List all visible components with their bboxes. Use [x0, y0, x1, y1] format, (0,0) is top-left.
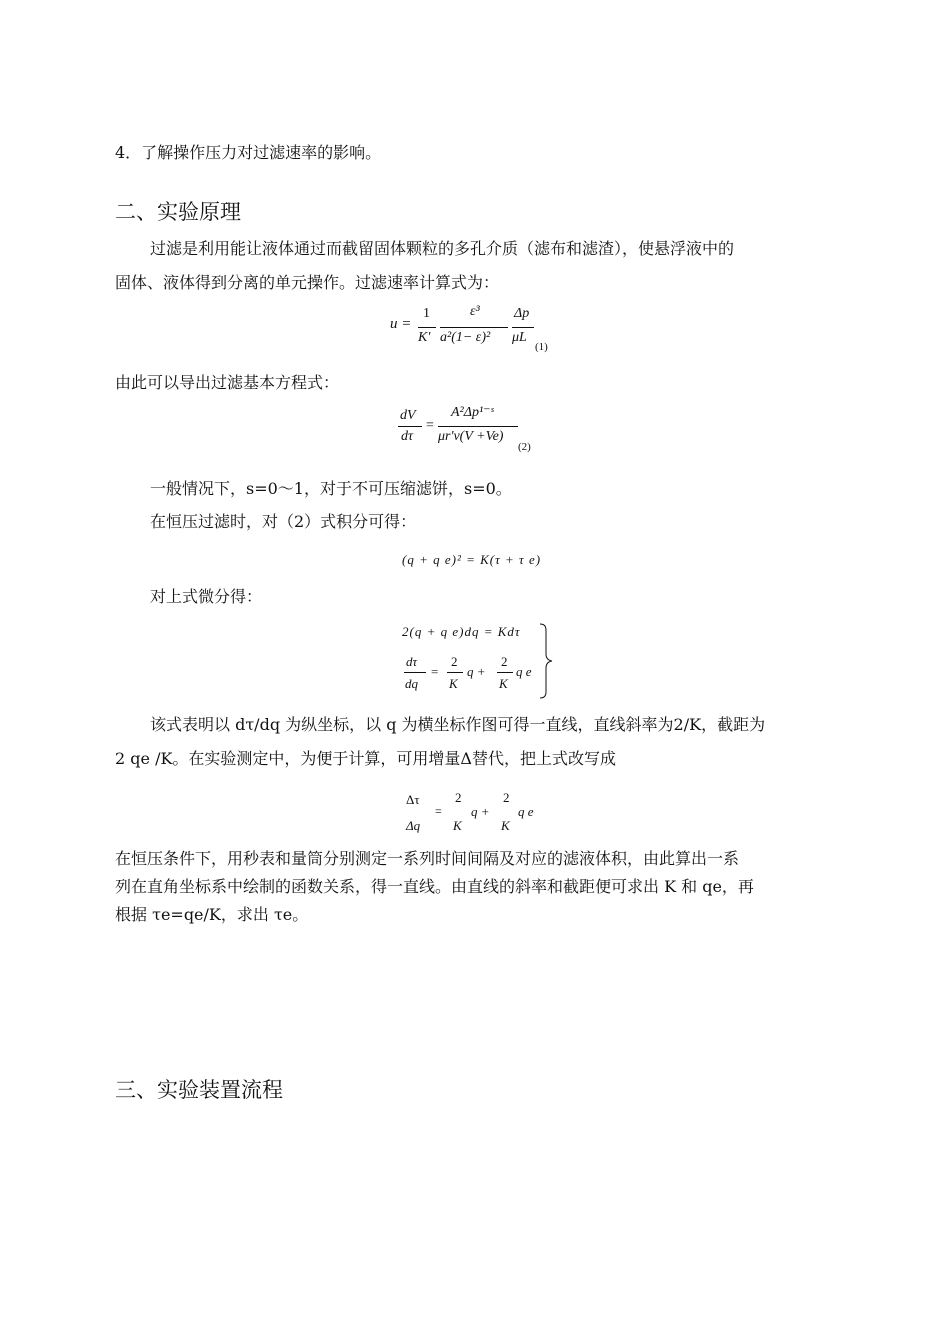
eq4-t2-line — [497, 672, 513, 673]
eq1-frac3-den: μL — [512, 330, 527, 345]
eq4-t1-den: K — [449, 676, 458, 691]
eq1-label: (1) — [535, 341, 548, 353]
eq1-frac1-den: K' — [418, 330, 431, 345]
paragraph-s-range: 一般情况下，s=0～1，对于不可压缩滤饼，s=0。 — [150, 479, 512, 498]
eq4-t1-line — [447, 672, 463, 673]
equation-3: (q + q e)² = K(τ + τ e) — [402, 552, 542, 567]
eq4-t1-num: 2 — [451, 654, 458, 669]
eq2-equals: = — [426, 418, 434, 433]
eq5-equals: = — [435, 804, 442, 818]
eq1-frac1-num: 1 — [423, 306, 430, 321]
eq1-frac1-line — [418, 327, 436, 328]
paragraph-slope-line1: 该式表明以 dτ/dq 为纵坐标，以 q 为横坐标作图可得一直线，直线斜率为2/K，截距为 — [150, 715, 766, 734]
eq5-lhs-den: Δq — [406, 818, 421, 833]
list-item-4: 4．了解操作压力对过滤速率的影响。 — [115, 143, 382, 162]
eq2-rhs-line — [438, 426, 518, 427]
section-heading-apparatus: 三、实验装置流程 — [115, 1078, 283, 1102]
eq4-t2-den: K — [499, 676, 508, 691]
eq4-equals: = — [431, 664, 439, 679]
right-brace-icon — [538, 622, 554, 700]
eq1-frac3-line — [512, 327, 534, 328]
paragraph-procedure-line2: 列在直角坐标系中绘制的函数关系，得一直线。由直线的斜率和截距便可求出 K 和 qe，再 — [115, 877, 754, 896]
eq5-t1-num: 2 — [455, 790, 462, 805]
eq4-line1: 2(q + q e)dq = Kdτ — [402, 624, 521, 639]
eq1-frac2-num: ε³ — [470, 304, 480, 319]
eq1-frac3-num: Δp — [514, 306, 530, 321]
eq4-t2-num: 2 — [501, 654, 508, 669]
eq5-t2-num: 2 — [503, 790, 510, 805]
paragraph-procedure-line1: 在恒压条件下，用秒表和量筒分别测定一系列时间间隔及对应的滤液体积，由此算出一系 — [115, 849, 740, 868]
eq4-t1-var: q + — [467, 664, 486, 679]
paragraph-derive: 由此可以导出过滤基本方程式： — [115, 373, 340, 392]
eq5-t2-den: K — [501, 818, 510, 833]
eq4-lhs-line — [404, 672, 426, 673]
paragraph-filtration-line1: 过滤是利用能让液体通过而截留固体颗粒的多孔介质（滤布和滤渣），使悬浮液中的 — [150, 239, 735, 258]
eq1-frac2-den: a²(1− ε)² — [440, 330, 491, 345]
eq2-lhs-line — [398, 426, 422, 427]
section-heading-principle: 二、实验原理 — [115, 200, 241, 224]
eq2-label: (2) — [518, 441, 531, 453]
eq2-lhs-den: dτ — [401, 429, 414, 444]
paragraph-integrate: 在恒压过滤时，对（2）式积分可得： — [150, 512, 417, 531]
eq5-t1-var: q + — [471, 804, 490, 819]
eq2-lhs-num: dV — [400, 408, 416, 423]
eq4-lhs-num: dτ — [406, 654, 418, 669]
eq5-t2-var: q e — [518, 804, 534, 819]
eq1-lhs: u = — [390, 316, 412, 332]
paragraph-differentiate: 对上式微分得： — [150, 587, 263, 606]
eq2-rhs-num: A²Δp¹⁻ˢ — [451, 405, 494, 420]
eq4-t2-var: q e — [516, 664, 532, 679]
paragraph-slope-line2: 2 qe /K。在实验测定中，为便于计算，可用增量Δ替代，把上式改写成 — [115, 749, 616, 768]
eq2-rhs-den: μr'v(V +Ve) — [438, 429, 504, 444]
eq5-t1-den: K — [453, 818, 462, 833]
paragraph-procedure-line3: 根据 τe=qe/K，求出 τe。 — [115, 905, 309, 924]
eq4-lhs-den: dq — [405, 676, 418, 691]
eq5-lhs-num: Δτ — [406, 792, 420, 807]
eq1-frac2-line — [440, 327, 508, 328]
paragraph-filtration-line2: 固体、液体得到分离的单元操作。过滤速率计算式为： — [115, 273, 500, 292]
